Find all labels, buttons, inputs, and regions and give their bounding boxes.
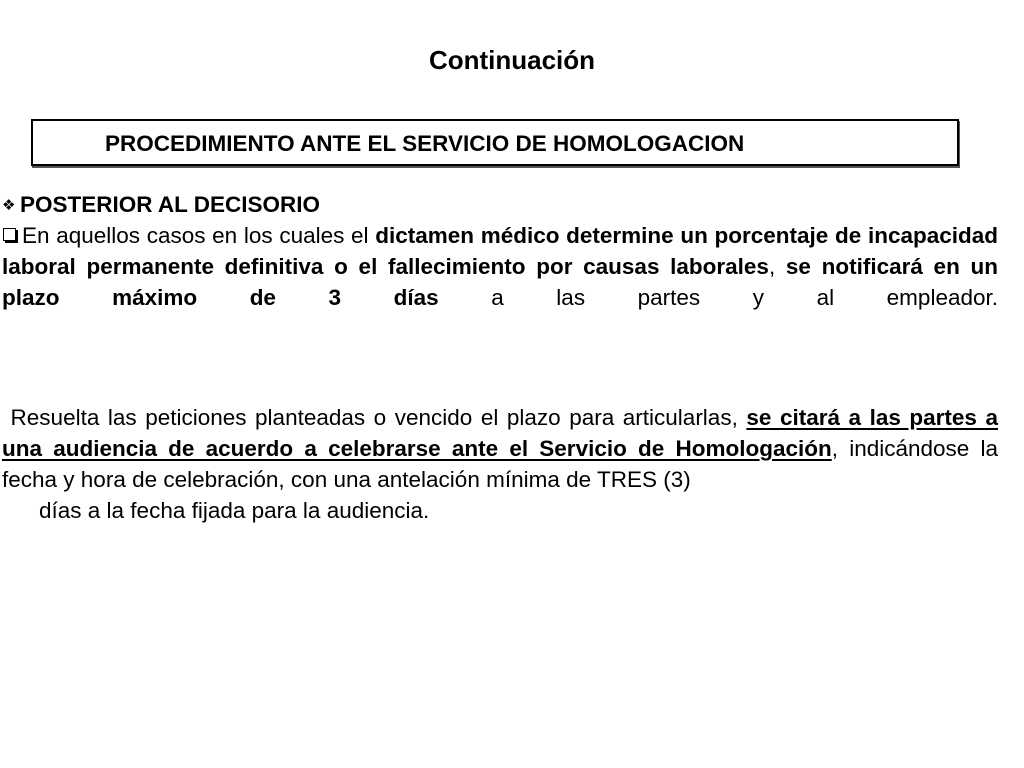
square-bullet-icon [3, 228, 16, 241]
paragraph2-text-c: días a la fecha fijada para la audiencia. [39, 498, 430, 523]
paragraph1-bold-b: se notificará en un plazo máximo de 3 días [2, 254, 998, 310]
boxed-heading-text: PROCEDIMIENTO ANTE EL SERVICIO DE HOMOLOGACION [105, 131, 745, 156]
paragraph2-text-b: , indicándose la fecha y hora de celebración, con una antelación mínima de TRES (3) [2, 436, 999, 492]
paragraph2-text-a: Resuelta las peticiones planteadas o vencido el plazo para articularlas, [2, 405, 747, 430]
section-heading [2, 189, 320, 222]
diamond-bullet-icon: ❖ [2, 197, 16, 214]
paragraph1-bold-a: dictamen médico determine un porcentaje de incapacidad laboral permanente definitiva o el fallecimiento por causas laborales [2, 223, 998, 279]
boxed-heading [31, 119, 959, 166]
paragraph-notification [2, 220, 998, 313]
paragraph-audience [2, 402, 998, 526]
page-title: Continuación [428, 45, 596, 75]
section-heading-text: POSTERIOR AL DECISORIO [20, 192, 321, 217]
paragraph1-text-c: a las partes y al empleador. [438, 285, 998, 310]
paragraph1-text-b: , [768, 254, 786, 279]
paragraph2-underlined: se citará a las partes a una audiencia de acuerdo a celebrarse ante el Servicio de Homologación [2, 405, 998, 461]
paragraph1-text-a: En aquellos casos en los cuales el [22, 223, 376, 248]
